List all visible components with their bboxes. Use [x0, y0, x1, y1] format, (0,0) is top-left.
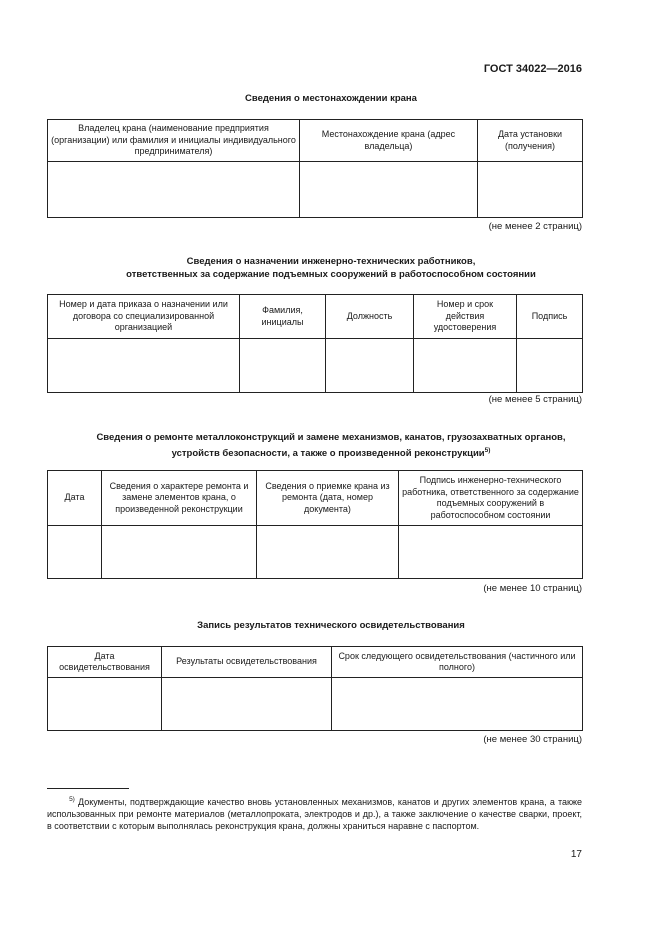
table-row: [48, 526, 583, 579]
empty-cell: [399, 526, 583, 579]
owner-location-table: [47, 119, 583, 218]
empty-cell: [300, 162, 478, 218]
section-1-title: [40, 93, 622, 106]
section-1-page-note: (не менее 2 страниц): [488, 221, 582, 232]
empty-cell: [257, 526, 399, 579]
empty-cell: [48, 339, 240, 393]
column-header: Номер и срок действия удостоверения: [414, 295, 517, 339]
footnote-text: Документы, подтверждающие качество вновь установленных механизмов, канатов и других элементов крана, а также использованных при ремонте материалов (металлопроката, электродов и др.), а также заключение о качестве сварки, проект, в соответствии с которым выполнялась реконструкция крана, должны храниться наравне с паспортом.: [47, 797, 582, 831]
empty-cell: [48, 526, 102, 579]
empty-cell: [414, 339, 517, 393]
section-3-title: [40, 432, 622, 460]
footnote-reference: 5): [484, 446, 491, 454]
empty-cell: [102, 526, 257, 579]
column-header: Подпись: [517, 295, 583, 339]
table-row: [48, 678, 583, 731]
column-header: Местонахождение крана (адрес владельца): [300, 120, 478, 162]
footnote-divider: [47, 788, 129, 789]
section-2-page-note: (не менее 5 страниц): [488, 394, 582, 405]
column-header: Сведения о приемке крана из ремонта (дата, номер документа): [257, 471, 399, 526]
empty-cell: [48, 678, 162, 731]
standard-designation: ГОСТ 34022—2016: [483, 63, 582, 75]
empty-cell: [240, 339, 326, 393]
repairs-table: [47, 470, 583, 579]
section-4-page-note: (не менее 30 страниц): [483, 734, 582, 745]
footnote-mark: 5): [69, 796, 75, 803]
column-header: Сведения о характере ремонта и замене элементов крана, о произведенной реконструкции: [102, 471, 257, 526]
column-header: Срок следующего освидетельствования (частичного или полного): [332, 647, 583, 678]
column-header: Дата: [48, 471, 102, 526]
footnote: [47, 794, 582, 832]
inspection-table: [47, 646, 583, 731]
column-header: Результаты освидетельствования: [162, 647, 332, 678]
page-number: 17: [570, 849, 582, 860]
section-4-title: [40, 620, 622, 633]
section-3-title-line-1: Сведения о ремонте металлоконструкций и замене механизмов, канатов, грузозахватных органов,: [96, 432, 566, 443]
section-2-title-line-1: Сведения о назначении инженерно-технических работников,: [186, 256, 476, 267]
section-4-title-line-1: Запись результатов технического освидетельствования: [197, 620, 465, 631]
column-header: Фамилия, инициалы: [240, 295, 326, 339]
section-3-page-note: (не менее 10 страниц): [483, 583, 582, 594]
empty-cell: [478, 162, 583, 218]
column-header: Владелец крана (наименование предприятия (организации) или фамилия и инициалы индивидуального предпринимателя): [48, 120, 300, 162]
section-2-title: [40, 256, 622, 281]
table-row: [48, 162, 583, 218]
column-header: Подпись инженерно-технического работника, ответственного за содержание подъемных сооружений в работоспособном состоянии: [399, 471, 583, 526]
empty-cell: [162, 678, 332, 731]
column-header: Номер и дата приказа о назначении или договора со специализированной организацией: [48, 295, 240, 339]
column-header: Дата установки (получения): [478, 120, 583, 162]
section-2-title-line-2: ответственных за содержание подъемных сооружений в работоспособном состоянии: [126, 268, 536, 280]
column-header: Дата освидетельствования: [48, 647, 162, 678]
table-row: [48, 339, 583, 393]
section-1-title-line-1: Сведения о местонахождении крана: [245, 93, 417, 104]
empty-cell: [517, 339, 583, 393]
empty-cell: [332, 678, 583, 731]
section-3-title-line-2: устройств безопасности, а также о произведенной реконструкции: [171, 447, 485, 459]
empty-cell: [326, 339, 414, 393]
empty-cell: [48, 162, 300, 218]
engineers-table: [47, 294, 583, 393]
column-header: Должность: [326, 295, 414, 339]
